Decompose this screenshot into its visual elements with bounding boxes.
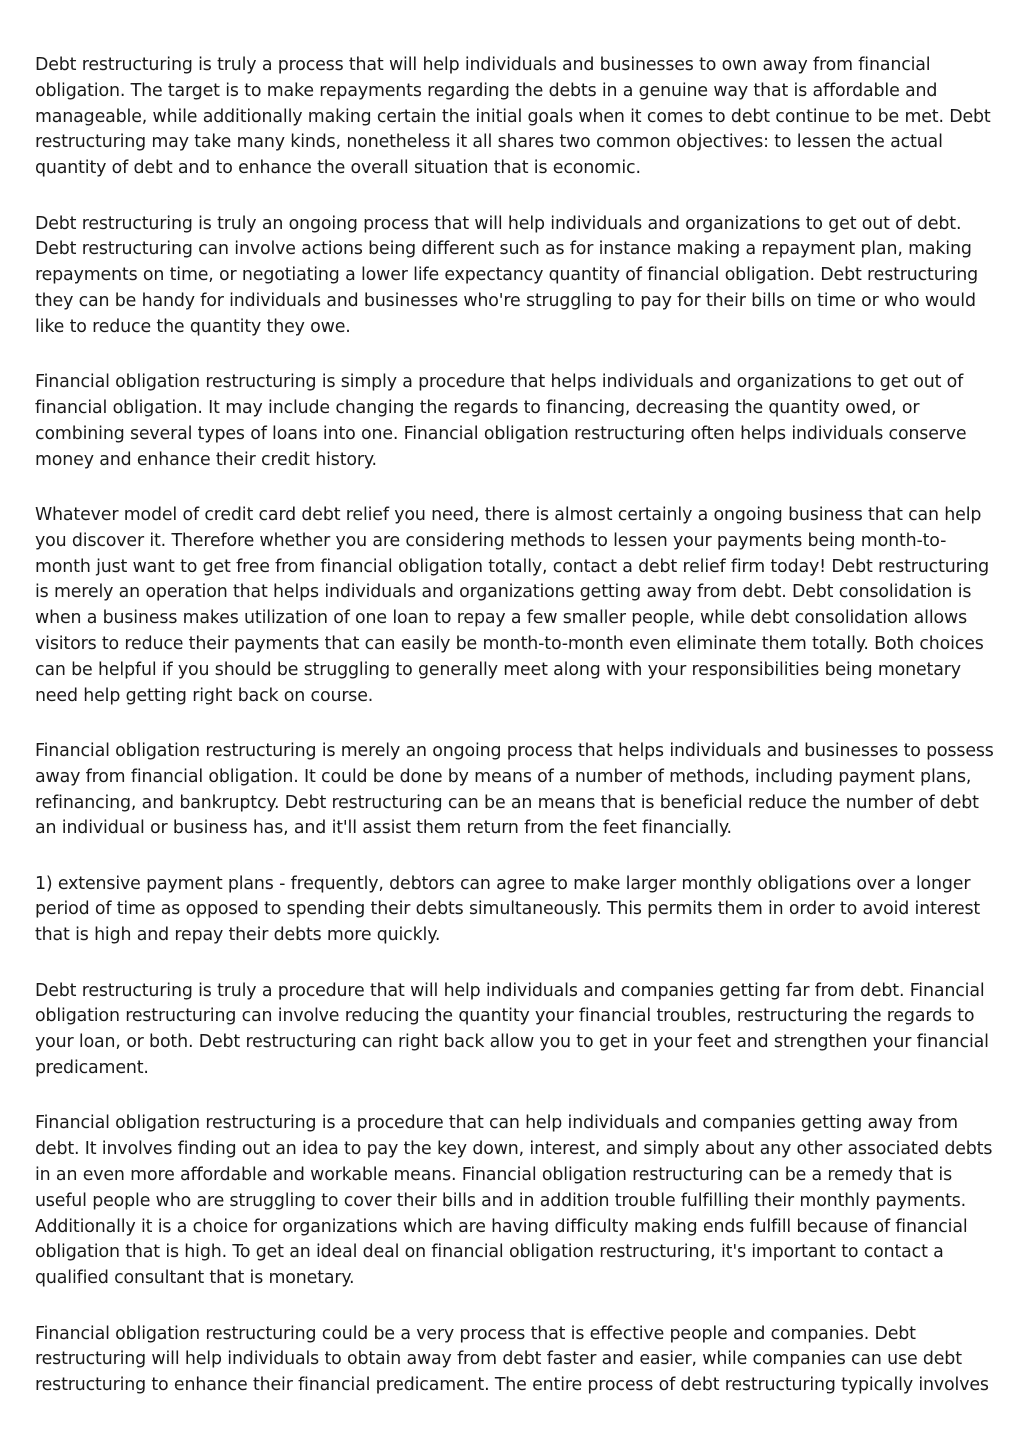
paragraph-3: Financial obligation restructuring is simply a procedure that helps individuals and organizations to get out of financial obligation. It may include changing the regards to financing, decreasing the quantity owed, or combining several types of loans into one. Financial obligation restructuring often helps individuals conserve money and enhance their credit history. xyxy=(35,372,967,470)
paragraph-8: Financial obligation restructuring is a procedure that can help individuals and companies getting away from debt. It involves finding out an idea to pay the key down, interest, and simply about any other associated debts in an even more affordable and workable means. Financial obligation restructuring can be a remedy that is useful people who are struggling to cover their bills and in addition trouble fulfilling their monthly payments. Additionally it is a choice for organizations which are having difficulty making ends fulfill because of financial obligation that is high. To get an ideal deal on financial obligation restructuring, it's important to contact a qualified consultant that is monetary. xyxy=(35,1113,993,1289)
paragraph-6: 1) extensive payment plans - frequently, debtors can agree to make larger monthly obligations over a longer period of time as opposed to spending their debts simultaneously. This permits them in order to avoid interest that is high and repay their debts more quickly. xyxy=(35,873,981,946)
paragraph-4: Whatever model of credit card debt relief you need, there is almost certainly a ongoing business that can help you discover it. Therefore whether you are considering methods to lessen your payments being month-to-month just want to get free from financial obligation totally, contact a debt relief firm today! Debt restructuring is merely an operation that helps individuals and organizations getting away from debt. Debt consolidation is when a business makes utilization of one loan to repay a few smaller people, while debt consolidation allows visitors to reduce their payments that can easily be month-to-month even eliminate them totally. Both choices can be helpful if you should be struggling to generally meet along with your responsibilities being monetary need help getting right back on course. xyxy=(35,504,990,706)
paragraph-2: Debt restructuring is truly an ongoing process that will help individuals and organizations to get out of debt. Debt restructuring can involve actions being different such as for instance making a repayment plan, making repayments on time, or negotiating a lower life expectancy quantity of financial obligation. Debt restructuring they can be handy for individuals and businesses who're struggling to pay for their bills on time or who would like to reduce the quantity they owe. xyxy=(35,213,979,337)
paragraph-9: Financial obligation restructuring could be a very process that is effective people and companies. Debt restructuring will help individuals to obtain away from debt faster and easier, while companies can use debt restructuring to enhance their financial predicament. The entire process of debt restructuring typically involves xyxy=(35,1323,989,1396)
paragraph-1: Debt restructuring is truly a process that will help individuals and businesses to own away from financial obligation. The target is to make repayments regarding the debts in a genuine way that is affordable and manageable, while additionally making certain the initial goals when it comes to debt continue to be met. Debt restructuring may take many kinds, nonetheless it all shares two common objectives: to lessen the actual quantity of debt and to enhance the overall situation that is economic. xyxy=(35,55,991,179)
paragraph-5: Financial obligation restructuring is merely an ongoing process that helps individuals and businesses to possess away from financial obligation. It could be done by means of a number of methods, including payment plans, refinancing, and bankruptcy. Debt restructuring can be an means that is beneficial reduce the number of debt an individual or business has, and it'll assist them return from the feet financially. xyxy=(35,740,994,839)
paragraph-7: Debt restructuring is truly a procedure that will help individuals and companies getting far from debt. Financial obligation restructuring can involve reducing the quantity your financial troubles, restructuring the regards to your loan, or both. Debt restructuring can right back allow you to get in your feet and strengthen your financial predicament. xyxy=(35,980,989,1079)
document-body xyxy=(35,53,995,1429)
